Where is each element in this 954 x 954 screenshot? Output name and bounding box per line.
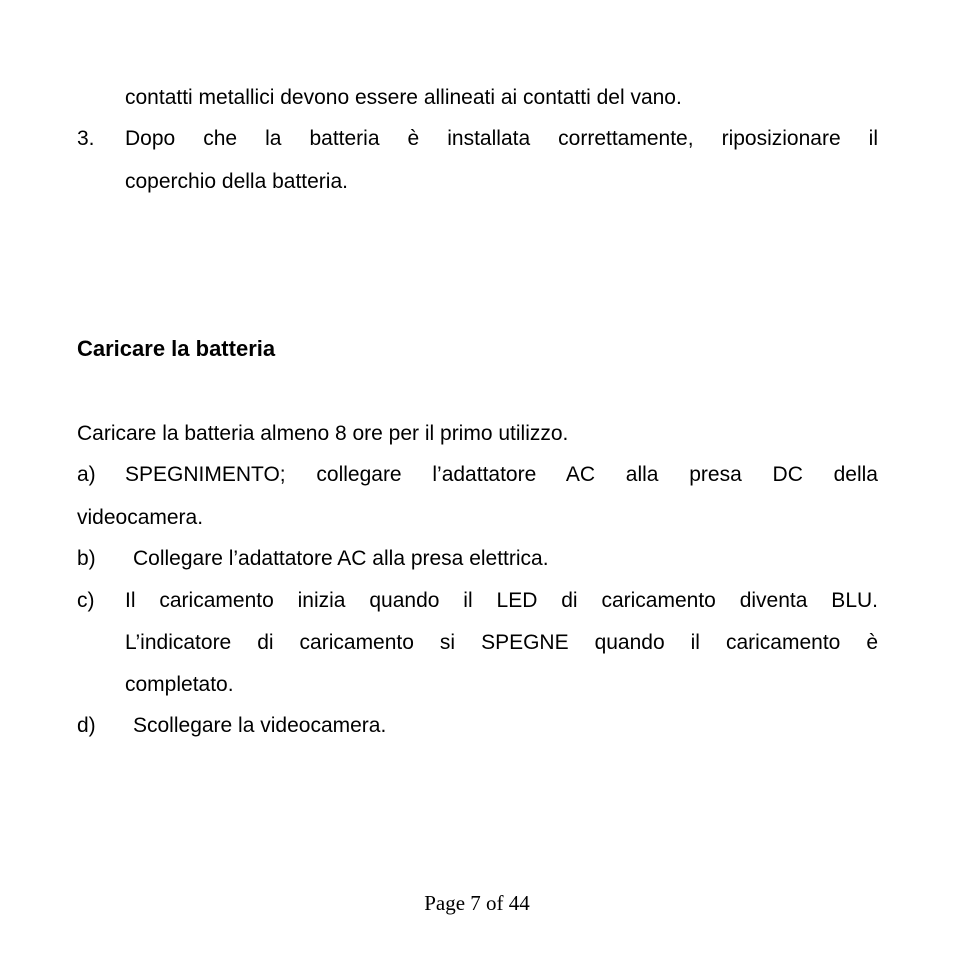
step-a-line2: videocamera. [77,506,204,529]
step-d-line1: Scollegare la videocamera. [133,714,387,737]
step-a-marker: a) [77,463,96,486]
page-number: Page 7 of 44 [424,891,530,915]
list-item-3-line1: Dopo che la batteria è installata correttamente, riposizionare il [125,127,878,150]
list-marker-3: 3. [77,127,95,150]
step-c-line3: completato. [125,673,234,696]
section-heading: Caricare la batteria [77,336,276,361]
section-intro: Caricare la batteria almeno 8 ore per il primo utilizzo. [77,422,569,445]
step-c-line1: Il caricamento inizia quando il LED di caricamento diventa BLU. [125,589,878,612]
step-c-marker: c) [77,589,95,612]
step-b-marker: b) [77,547,96,570]
list-item-2-continuation: contatti metallici devono essere allineati ai contatti del vano. [125,86,682,109]
step-b-line1: Collegare l’adattatore AC alla presa elettrica. [133,547,549,570]
step-d-marker: d) [77,714,96,737]
step-c-line2: L’indicatore di caricamento si SPEGNE quando il caricamento è [125,631,878,654]
step-a-line1: SPEGNIMENTO; collegare l’adattatore AC alla presa DC della [125,463,878,486]
list-item-3-line2: coperchio della batteria. [125,170,348,193]
